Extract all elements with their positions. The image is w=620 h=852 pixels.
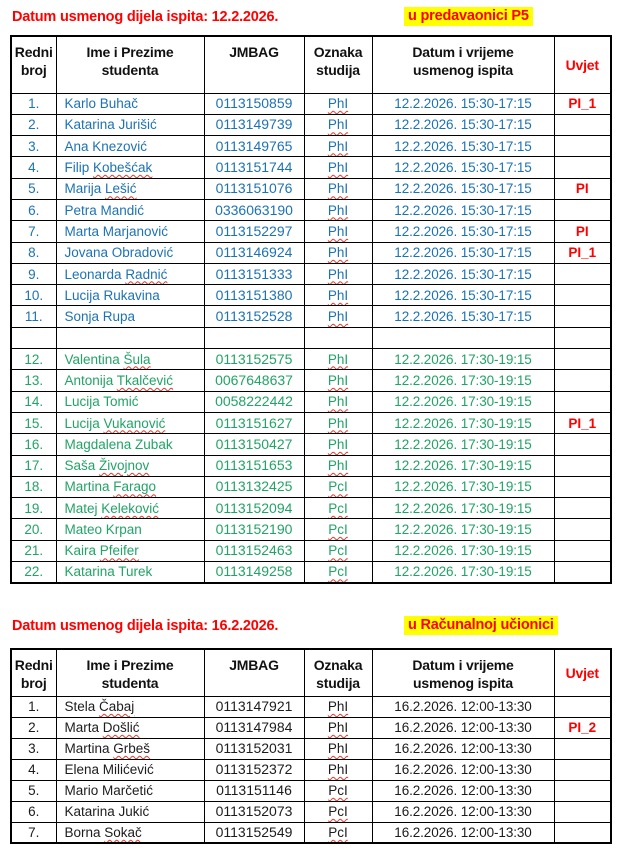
ordinal-cell: 7. — [11, 822, 56, 843]
program-code-cell — [304, 178, 372, 199]
jmbag-cell: 0113152094 — [204, 498, 304, 519]
student-row — [11, 759, 611, 780]
program-code-cell — [304, 391, 372, 412]
condition-cell: PI — [554, 178, 611, 199]
exam-datetime-cell: 12.2.2026. 17:30-19:15 — [372, 434, 554, 455]
program-code: PcI — [328, 564, 348, 580]
location-highlight-2: u Računalnoj učionici — [404, 616, 558, 635]
student-name-cell: Jovana Obradović — [56, 242, 204, 263]
ordinal-cell: 13. — [11, 370, 56, 391]
program-code-cell — [304, 476, 372, 497]
jmbag-cell: 0113150859 — [204, 93, 304, 114]
student-row — [11, 455, 611, 476]
jmbag-cell: 0113149765 — [204, 136, 304, 157]
program-code: PcI — [328, 500, 348, 516]
student-name-cell: Petra Mandić — [56, 199, 204, 220]
ordinal-cell: 19. — [11, 498, 56, 519]
ordinal-cell: 4. — [11, 157, 56, 178]
jmbag-cell: 0113151333 — [204, 263, 304, 284]
ordinal-cell: 3. — [11, 136, 56, 157]
program-code: PhI — [327, 160, 349, 176]
exam-datetime-cell: 16.2.2026. 12:00-13:30 — [372, 717, 554, 738]
location-highlight-1: u predavaonici P5 — [404, 7, 533, 26]
jmbag-cell: 0067648637 — [204, 370, 304, 391]
ordinal-cell: 6. — [11, 199, 56, 220]
student-row — [11, 157, 611, 178]
program-code-cell — [304, 434, 372, 455]
ordinal-cell: 21. — [11, 540, 56, 561]
misspelled-word: Čabaj — [99, 699, 135, 714]
misspelled-word: Sokač — [104, 824, 142, 840]
program-code-cell — [304, 306, 372, 327]
student-row — [11, 476, 611, 497]
student-name-cell: Lucija Vukanović — [56, 412, 204, 433]
jmbag-cell: 0113152372 — [204, 759, 304, 780]
exam-datetime-cell: 12.2.2026. 15:30-17:15 — [372, 93, 554, 114]
student-name-cell: Elena Milićević — [56, 759, 204, 780]
student-name-cell: Martina Farago — [56, 476, 204, 497]
jmbag-cell: 0113151076 — [204, 178, 304, 199]
program-code-cell — [304, 519, 372, 540]
student-row — [11, 412, 611, 433]
datetime-header: Datum i vrijeme usmenog ispita — [372, 36, 554, 93]
misspelled-word: Kobešćak — [93, 160, 153, 176]
jmbag-cell: 0113152073 — [204, 801, 304, 822]
ordinal-cell: 17. — [11, 455, 56, 476]
program-code-cell — [304, 412, 372, 433]
jmbag-cell: 0113152463 — [204, 540, 304, 561]
jmbag-cell: 0113152031 — [204, 738, 304, 759]
ordinal-header: Redni broj — [11, 36, 56, 93]
exam-datetime-cell: 12.2.2026. 15:30-17:15 — [372, 306, 554, 327]
condition-cell: PI — [554, 221, 611, 242]
condition-cell — [554, 434, 611, 455]
exam-datetime-cell: 12.2.2026. 17:30-19:15 — [372, 349, 554, 370]
jmbag-cell: 0113149739 — [204, 114, 304, 135]
student-row — [11, 822, 611, 843]
misspelled-word: Radnić — [125, 266, 168, 282]
misspelled-word: Farago — [113, 479, 157, 495]
student-name-cell: Lucija Tomić — [56, 391, 204, 412]
student-name-cell: Karlo Buhač — [56, 93, 204, 114]
student-name-cell: Katarina Turek — [56, 562, 204, 583]
program-code: PhI — [327, 699, 349, 714]
condition-cell — [554, 455, 611, 476]
program-code: PcI — [328, 804, 348, 819]
misspelled-word: Lešić — [105, 181, 137, 197]
jmbag-header: JMBAG — [204, 649, 304, 696]
exam-datetime-cell: 12.2.2026. 17:30-19:15 — [372, 455, 554, 476]
misspelled-word: Šula — [123, 351, 151, 367]
student-name-cell: Katarina Jukić — [56, 801, 204, 822]
program-code-cell — [304, 349, 372, 370]
program-code: PhI — [327, 181, 349, 197]
student-name-cell: Valentina Šula — [56, 349, 204, 370]
condition-cell — [554, 738, 611, 759]
student-row — [11, 199, 611, 220]
exam-datetime-cell: 12.2.2026. 15:30-17:15 — [372, 221, 554, 242]
student-name-cell: Antonija Tkalčević — [56, 370, 204, 391]
student-name-cell: Magdalena Zubak — [56, 434, 204, 455]
datetime-header: Datum i vrijeme usmenog ispita — [372, 649, 554, 696]
program-code: PhI — [327, 266, 349, 282]
student-row — [11, 540, 611, 561]
program-code: PhI — [327, 415, 349, 431]
student-row — [11, 391, 611, 412]
student-row — [11, 136, 611, 157]
exam-datetime-cell: 12.2.2026. 15:30-17:15 — [372, 199, 554, 220]
ordinal-cell: 4. — [11, 759, 56, 780]
exam-datetime-cell: 12.2.2026. 15:30-17:15 — [372, 136, 554, 157]
exam-datetime-cell: 12.2.2026. 15:30-17:15 — [372, 114, 554, 135]
jmbag-cell: 0113150427 — [204, 434, 304, 455]
condition-cell — [554, 349, 611, 370]
exam-datetime-cell: 12.2.2026. 17:30-19:15 — [372, 519, 554, 540]
ordinal-cell: 18. — [11, 476, 56, 497]
exam-datetime-cell: 12.2.2026. 15:30-17:15 — [372, 263, 554, 284]
header-row — [11, 36, 611, 93]
exam-date-title-1: Datum usmenog dijela ispita: 12.2.2026. — [12, 9, 279, 25]
condition-cell — [554, 306, 611, 327]
student-row — [11, 562, 611, 583]
student-name-cell: Borna Sokač — [56, 822, 204, 843]
misspelled-word: Živojnov — [99, 458, 150, 474]
program-header: Oznaka studija — [304, 649, 372, 696]
program-header: Oznaka studija — [304, 36, 372, 93]
header-row — [11, 649, 611, 696]
exam-datetime-cell: 16.2.2026. 12:00-13:30 — [372, 780, 554, 801]
program-code: PhI — [327, 96, 349, 112]
program-code: PhI — [327, 458, 349, 474]
exam-datetime-cell — [372, 327, 554, 348]
condition-cell — [554, 157, 611, 178]
program-code: PhI — [327, 351, 349, 367]
student-row — [11, 696, 611, 717]
program-code-cell — [304, 93, 372, 114]
student-name-cell: Ana Knezović — [56, 136, 204, 157]
exam-datetime-cell: 12.2.2026. 15:30-17:15 — [372, 178, 554, 199]
ordinal-cell: 1. — [11, 93, 56, 114]
student-row — [11, 93, 611, 114]
ordinal-cell: 9. — [11, 263, 56, 284]
condition-header: Uvjet — [554, 649, 611, 696]
ordinal-cell: 3. — [11, 738, 56, 759]
jmbag-cell: 0113146924 — [204, 242, 304, 263]
jmbag-cell: 0058222442 — [204, 391, 304, 412]
student-name-cell: Stela Čabaj — [56, 696, 204, 717]
section1-title-row — [12, 8, 612, 28]
condition-header: Uvjet — [554, 36, 611, 93]
program-code: PhI — [327, 436, 349, 452]
program-code: PhI — [327, 720, 349, 735]
program-code: PcI — [328, 522, 348, 538]
jmbag-cell: 0113151380 — [204, 285, 304, 306]
ordinal-cell: 15. — [11, 412, 56, 433]
program-code-cell — [304, 738, 372, 759]
ordinal-cell: 6. — [11, 801, 56, 822]
program-code: PhI — [327, 394, 349, 410]
ordinal-cell: 2. — [11, 717, 56, 738]
condition-cell — [554, 780, 611, 801]
student-name-cell: Lucija Rukavina — [56, 285, 204, 306]
student-row — [11, 801, 611, 822]
ordinal-cell: 5. — [11, 780, 56, 801]
exam-datetime-cell: 12.2.2026. 15:30-17:15 — [372, 285, 554, 306]
program-code: PhI — [327, 373, 349, 388]
condition-cell — [554, 476, 611, 497]
condition-cell — [554, 285, 611, 306]
condition-cell — [554, 519, 611, 540]
student-name-cell: Leonarda Radnić — [56, 263, 204, 284]
jmbag-cell: 0113152190 — [204, 519, 304, 540]
program-code-cell — [304, 114, 372, 135]
exam-datetime-cell: 12.2.2026. 17:30-19:15 — [372, 498, 554, 519]
student-row — [11, 285, 611, 306]
student-row — [11, 780, 611, 801]
program-code-cell — [304, 801, 372, 822]
student-name-cell: Marta Došlić — [56, 717, 204, 738]
student-name-cell: Mateo Krpan — [56, 519, 204, 540]
ordinal-cell: 2. — [11, 114, 56, 135]
student-name-cell — [56, 327, 204, 348]
condition-cell — [554, 498, 611, 519]
misspelled-word: Pfeifer — [99, 543, 139, 559]
exam-datetime-cell: 16.2.2026. 12:00-13:30 — [372, 759, 554, 780]
program-code: PhI — [327, 287, 349, 303]
misspelled-word: Vukanović — [103, 415, 166, 431]
program-code-cell — [304, 285, 372, 306]
student-row — [11, 349, 611, 370]
program-code-cell — [304, 562, 372, 583]
misspelled-word: Tkalčević — [116, 373, 174, 388]
program-code: PhI — [327, 762, 349, 777]
student-row — [11, 306, 611, 327]
student-name-cell: Martina Grbeš — [56, 738, 204, 759]
student-row — [11, 498, 611, 519]
exam-datetime-cell: 16.2.2026. 12:00-13:30 — [372, 822, 554, 843]
condition-cell — [554, 114, 611, 135]
program-code: PhI — [327, 138, 349, 154]
exam-datetime-cell: 12.2.2026. 17:30-19:15 — [372, 562, 554, 583]
exam-datetime-cell: 16.2.2026. 12:00-13:30 — [372, 801, 554, 822]
exam-datetime-cell: 12.2.2026. 17:30-19:15 — [372, 540, 554, 561]
program-code: PcI — [328, 824, 348, 840]
jmbag-cell: 0113132425 — [204, 476, 304, 497]
jmbag-cell: 0113151146 — [204, 780, 304, 801]
exam-date-title-2: Datum usmenog dijela ispita: 16.2.2026. — [12, 618, 279, 634]
condition-cell — [554, 759, 611, 780]
student-name-cell: Sonja Rupa — [56, 306, 204, 327]
condition-cell — [554, 540, 611, 561]
student-name-cell: Saša Živojnov — [56, 455, 204, 476]
program-code-cell — [304, 199, 372, 220]
program-code-cell — [304, 455, 372, 476]
ordinal-cell: 12. — [11, 349, 56, 370]
jmbag-cell: 0113151744 — [204, 157, 304, 178]
ordinal-cell: 22. — [11, 562, 56, 583]
ordinal-header: Redni broj — [11, 649, 56, 696]
student-row — [11, 114, 611, 135]
exam-datetime-cell: 12.2.2026. 17:30-19:15 — [372, 476, 554, 497]
exam-table-2 — [10, 648, 612, 844]
student-name-cell: Kaira Pfeifer — [56, 540, 204, 561]
program-code: PhI — [327, 245, 349, 261]
ordinal-cell: 20. — [11, 519, 56, 540]
student-name-cell: Filip Kobešćak — [56, 157, 204, 178]
condition-cell — [554, 199, 611, 220]
jmbag-cell — [204, 327, 304, 348]
jmbag-cell: 0113151627 — [204, 412, 304, 433]
exam-datetime-cell: 12.2.2026. 15:30-17:15 — [372, 157, 554, 178]
exam-datetime-cell: 16.2.2026. 12:00-13:30 — [372, 738, 554, 759]
program-code: PhI — [327, 223, 349, 239]
program-code-cell — [304, 717, 372, 738]
student-row — [11, 519, 611, 540]
jmbag-cell: 0113151653 — [204, 455, 304, 476]
exam-datetime-cell: 12.2.2026. 17:30-19:15 — [372, 391, 554, 412]
name-header: Ime i Prezime studenta — [56, 36, 204, 93]
program-code-cell — [304, 242, 372, 263]
student-row — [11, 263, 611, 284]
student-row — [11, 221, 611, 242]
misspelled-word: Grbeš — [113, 741, 151, 756]
student-row — [11, 434, 611, 455]
student-row — [11, 370, 611, 391]
ordinal-cell: 11. — [11, 306, 56, 327]
program-code: PcI — [328, 479, 348, 495]
program-code-cell — [304, 157, 372, 178]
jmbag-cell: 0113149258 — [204, 562, 304, 583]
exam-datetime-cell: 12.2.2026. 15:30-17:15 — [372, 242, 554, 263]
program-code-cell — [304, 822, 372, 843]
condition-cell — [554, 136, 611, 157]
program-code: PcI — [328, 783, 348, 798]
jmbag-cell: 0113152297 — [204, 221, 304, 242]
program-code-cell — [304, 370, 372, 391]
exam-datetime-cell: 12.2.2026. 17:30-19:15 — [372, 412, 554, 433]
section2-title-row — [12, 617, 612, 637]
condition-cell — [554, 822, 611, 843]
program-code: PhI — [327, 309, 349, 325]
condition-cell — [554, 696, 611, 717]
program-code-cell — [304, 498, 372, 519]
student-row — [11, 738, 611, 759]
condition-cell — [554, 327, 611, 348]
condition-cell — [554, 391, 611, 412]
spacer-row — [11, 327, 611, 348]
student-name-cell: Marija Lešić — [56, 178, 204, 199]
jmbag-cell: 0113147984 — [204, 717, 304, 738]
program-code-cell — [304, 221, 372, 242]
program-code-cell — [304, 780, 372, 801]
program-code: PcI — [328, 543, 348, 559]
ordinal-cell: 5. — [11, 178, 56, 199]
student-name-cell: Katarina Jurišić — [56, 114, 204, 135]
student-row — [11, 717, 611, 738]
program-code: PhI — [327, 741, 349, 756]
condition-cell: PI_1 — [554, 242, 611, 263]
student-name-cell: Mario Marčetić — [56, 780, 204, 801]
name-header: Ime i Prezime studenta — [56, 649, 204, 696]
program-code-cell — [304, 263, 372, 284]
program-code-cell — [304, 136, 372, 157]
student-row — [11, 178, 611, 199]
program-code: PhI — [327, 202, 349, 218]
condition-cell — [554, 370, 611, 391]
misspelled-word: Keleković — [101, 500, 160, 516]
ordinal-cell — [11, 327, 56, 348]
condition-cell — [554, 562, 611, 583]
ordinal-cell: 1. — [11, 696, 56, 717]
condition-cell: PI_1 — [554, 412, 611, 433]
condition-cell: PI_2 — [554, 717, 611, 738]
student-name-cell: Matej Keleković — [56, 498, 204, 519]
jmbag-cell: 0336063190 — [204, 199, 304, 220]
jmbag-cell: 0113152549 — [204, 822, 304, 843]
exam-datetime-cell: 16.2.2026. 12:00-13:30 — [372, 696, 554, 717]
ordinal-cell: 8. — [11, 242, 56, 263]
jmbag-cell: 0113152528 — [204, 306, 304, 327]
jmbag-header: JMBAG — [204, 36, 304, 93]
misspelled-word: Došlić — [102, 720, 140, 735]
program-code-cell — [304, 696, 372, 717]
condition-cell: PI_1 — [554, 93, 611, 114]
program-code-cell — [304, 540, 372, 561]
ordinal-cell: 10. — [11, 285, 56, 306]
condition-cell — [554, 263, 611, 284]
ordinal-cell: 14. — [11, 391, 56, 412]
jmbag-cell: 0113147921 — [204, 696, 304, 717]
student-name-cell: Marta Marjanović — [56, 221, 204, 242]
exam-table-1 — [10, 35, 612, 584]
condition-cell — [554, 801, 611, 822]
jmbag-cell: 0113152575 — [204, 349, 304, 370]
student-row — [11, 242, 611, 263]
exam-datetime-cell: 12.2.2026. 17:30-19:15 — [372, 370, 554, 391]
program-code: PhI — [327, 117, 349, 133]
program-code-cell — [304, 327, 372, 348]
ordinal-cell: 7. — [11, 221, 56, 242]
ordinal-cell: 16. — [11, 434, 56, 455]
program-code-cell — [304, 759, 372, 780]
